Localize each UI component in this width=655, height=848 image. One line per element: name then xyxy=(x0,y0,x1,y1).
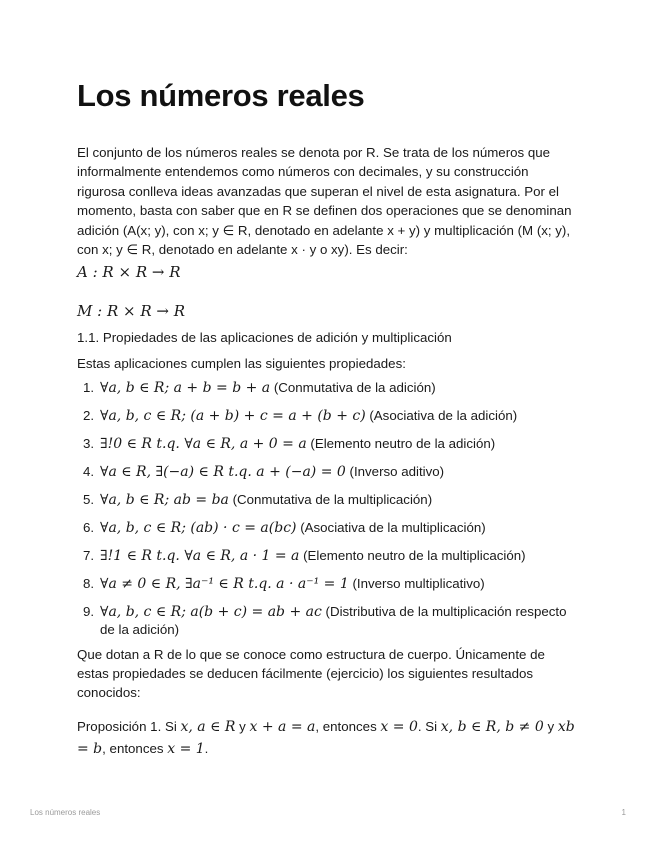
property-item xyxy=(77,603,577,639)
proposition-math: x + a = a xyxy=(249,718,316,735)
property-label: (Asociativa de la multiplicación) xyxy=(300,520,486,536)
proposition-text: . xyxy=(204,740,209,756)
proposition-lead: Proposición 1. Si xyxy=(77,718,177,734)
closing-paragraph: Que dotan a R de lo que se conoce como estructura de cuerpo. Únicamente de estas propiedades se deducen fácilmente (ejercicio) los siguientes resultados conocidos: xyxy=(77,647,545,701)
properties-list xyxy=(77,379,577,639)
proposition-text: , entonces xyxy=(315,718,377,734)
property-formula: ∀a ≠ 0 ∈ R, ∃a⁻¹ ∈ R t.q. a · a⁻¹ = 1 xyxy=(100,576,349,593)
page-title: Los números reales xyxy=(77,78,365,113)
footer-title: Los números reales xyxy=(30,808,101,817)
property-item xyxy=(77,435,577,453)
property-number: 4. xyxy=(83,464,95,480)
property-item xyxy=(77,491,577,509)
proposition-text: y xyxy=(547,718,555,734)
proposition-text: y xyxy=(239,718,246,734)
property-number: 7. xyxy=(83,548,95,564)
property-label: (Asociativa de la adición) xyxy=(369,408,518,424)
property-formula: ∀a, b, c ∈ R; a(b + c) = ab + ac xyxy=(100,604,322,621)
property-label: (Elemento neutro de la adición) xyxy=(310,436,496,452)
property-formula: ∀a, b, c ∈ R; (a + b) + c = a + (b + c) xyxy=(100,408,366,425)
proposition-math: xb = b xyxy=(77,718,575,757)
property-formula: ∃!0 ∈ R t.q. ∀a ∈ R, a + 0 = a xyxy=(100,436,307,453)
property-label: (Conmutativa de la adición) xyxy=(273,380,436,396)
proposition-math: x, b ∈ R, b ≠ 0 xyxy=(440,718,544,735)
property-item xyxy=(77,463,577,481)
property-item xyxy=(77,547,577,565)
property-item xyxy=(77,407,577,425)
property-item xyxy=(77,379,577,397)
multiplication-formula: M : R × R → R xyxy=(77,302,186,321)
property-label: (Inverso aditivo) xyxy=(349,464,445,480)
property-item xyxy=(77,575,577,593)
property-number: 6. xyxy=(83,520,95,536)
property-formula: ∀a, b, c ∈ R; (ab) · c = a(bc) xyxy=(100,520,297,537)
property-label: (Elemento neutro de la multiplicación) xyxy=(303,548,526,564)
property-formula: ∃!1 ∈ R t.q. ∀a ∈ R, a · 1 = a xyxy=(100,548,300,565)
proposition-text: , entonces xyxy=(102,740,164,756)
proposition-math: x = 1 xyxy=(167,740,205,757)
page-number: 1 xyxy=(621,808,626,817)
property-item xyxy=(77,519,577,537)
proposition-math: x, a ∈ R xyxy=(180,718,236,735)
property-number: 8. xyxy=(83,576,95,592)
property-label: (Conmutativa de la multiplicación) xyxy=(232,492,433,508)
property-number: 5. xyxy=(83,492,95,508)
property-formula: ∀a ∈ R, ∃(−a) ∈ R t.q. a + (−a) = 0 xyxy=(100,464,346,481)
section-heading: 1.1. Propiedades de las aplicaciones de adición y multiplicación xyxy=(77,330,452,346)
property-label: (Distributiva de la multiplicación respecto de la adición) xyxy=(100,604,567,638)
property-label: (Inverso multiplicativo) xyxy=(352,576,485,592)
property-formula: ∀a, b ∈ R; a + b = b + a xyxy=(100,380,271,397)
addition-formula: A : R × R → R xyxy=(77,263,181,282)
proposition xyxy=(77,716,577,760)
property-number: 1. xyxy=(83,380,95,396)
property-number: 3. xyxy=(83,436,95,452)
property-number: 9. xyxy=(83,604,95,620)
property-formula: ∀a, b ∈ R; ab = ba xyxy=(100,492,229,509)
proposition-math: x = 0 xyxy=(380,718,418,735)
list-lead: Estas aplicaciones cumplen las siguientes propiedades: xyxy=(77,356,406,372)
proposition-text: . Si xyxy=(417,718,438,734)
property-number: 2. xyxy=(83,408,95,424)
document-content xyxy=(77,76,577,773)
intro-paragraph: El conjunto de los números reales se denota por R. Se trata de los números que informalmente entendemos como números con decimales, y su construcción rigurosa conlleva ideas avanzadas que superan el nivel de esta asignatura. Por el momento, basta con saber que en R se definen dos operaciones que se denominan adición (A(x; y), con x; y ∈ R, denotado en adelante x + y) y multiplicación (M (x; y), con x; y ∈ R, denotado en adelante x · y o xy). Es decir: xyxy=(77,145,572,258)
